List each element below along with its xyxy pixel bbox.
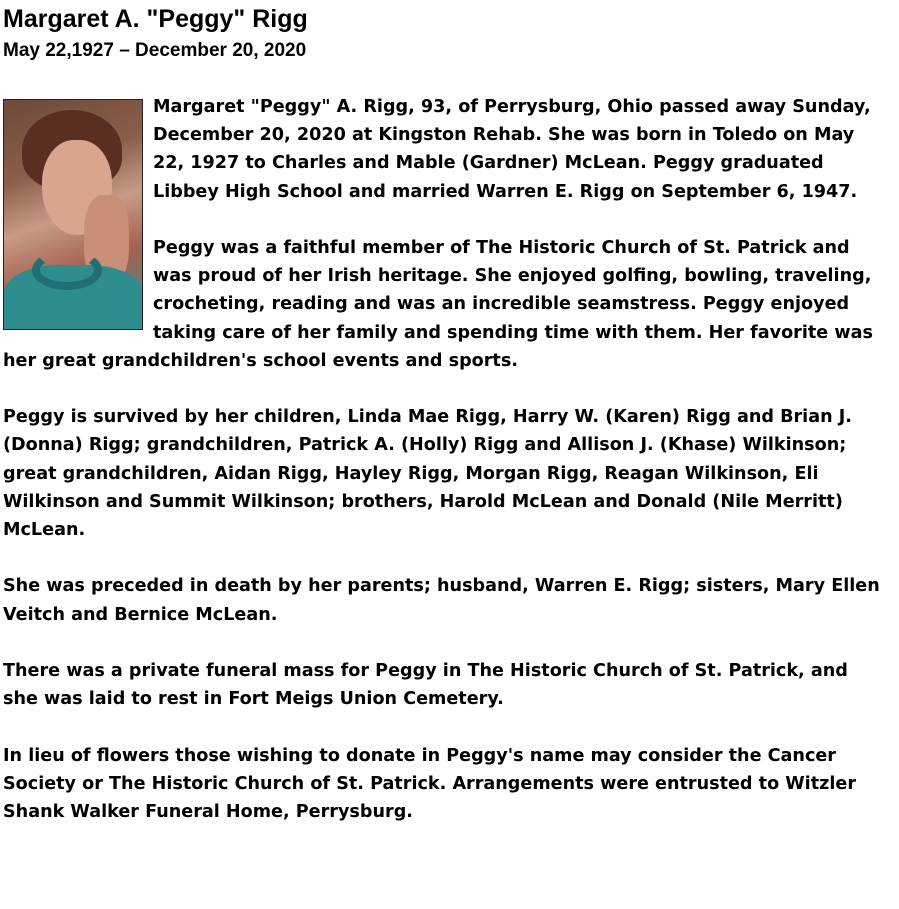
- obituary-body: [3, 93, 883, 826]
- paragraph-biography: Margaret "Peggy" A. Rigg, 93, of Perrysburg, Ohio passed away Sunday, December 20, 2020 at Kingston Rehab. She was born in Toledo on May 22, 1927 to Charles and Mable (Gardner) McLean. Peggy graduated Libbey High School and married Warren E. Rigg on September 6, 1947.: [153, 97, 871, 202]
- photo-necklace-shape: [32, 250, 102, 290]
- paragraph-survivors: Peggy is survived by her children, Linda Mae Rigg, Harry W. (Karen) Rigg and Brian J. (Donna) Rigg; grandchildren, Patrick A. (Holly) Rigg and Allison J. (Khase) Wilkinson; great grandchildren, Aidan Rigg, Hayley Rigg, Morgan Rigg, Reagan Wilkinson, Eli Wilkinson and Summit Wilkinson; brothers, Harold McLean and Donald (Nile Merritt) McLean.: [3, 407, 852, 541]
- paragraph-funeral: There was a private funeral mass for Peggy in The Historic Church of St. Patrick, and she was laid to rest in Fort Meigs Union Cemetery.: [3, 661, 848, 710]
- obituary-dates: May 22,1927 – December 20, 2020: [3, 40, 307, 61]
- paragraph-preceded: She was preceded in death by her parents; husband, Warren E. Rigg; sisters, Mary Ellen Veitch and Bernice McLean.: [3, 576, 880, 625]
- paragraph-interests: Peggy was a faithful member of The Historic Church of St. Patrick and was proud of her Irish heritage. She enjoyed golfing, bowling, traveling, crocheting, reading and was an incredible seamstress. Peggy enjoyed taking care of her family and spending time with them. Her favorite was her great grandchildren's school events and sports.: [3, 238, 873, 371]
- obituary-title: Margaret A. "Peggy" Rigg: [3, 5, 308, 33]
- paragraph-donations: In lieu of flowers those wishing to donate in Peggy's name may consider the Cancer Society or The Historic Church of St. Patrick. Arrangements were entrusted to Witzler Shank Walker Funeral Home, Perrysburg.: [3, 745, 857, 822]
- portrait-photo: [3, 99, 143, 330]
